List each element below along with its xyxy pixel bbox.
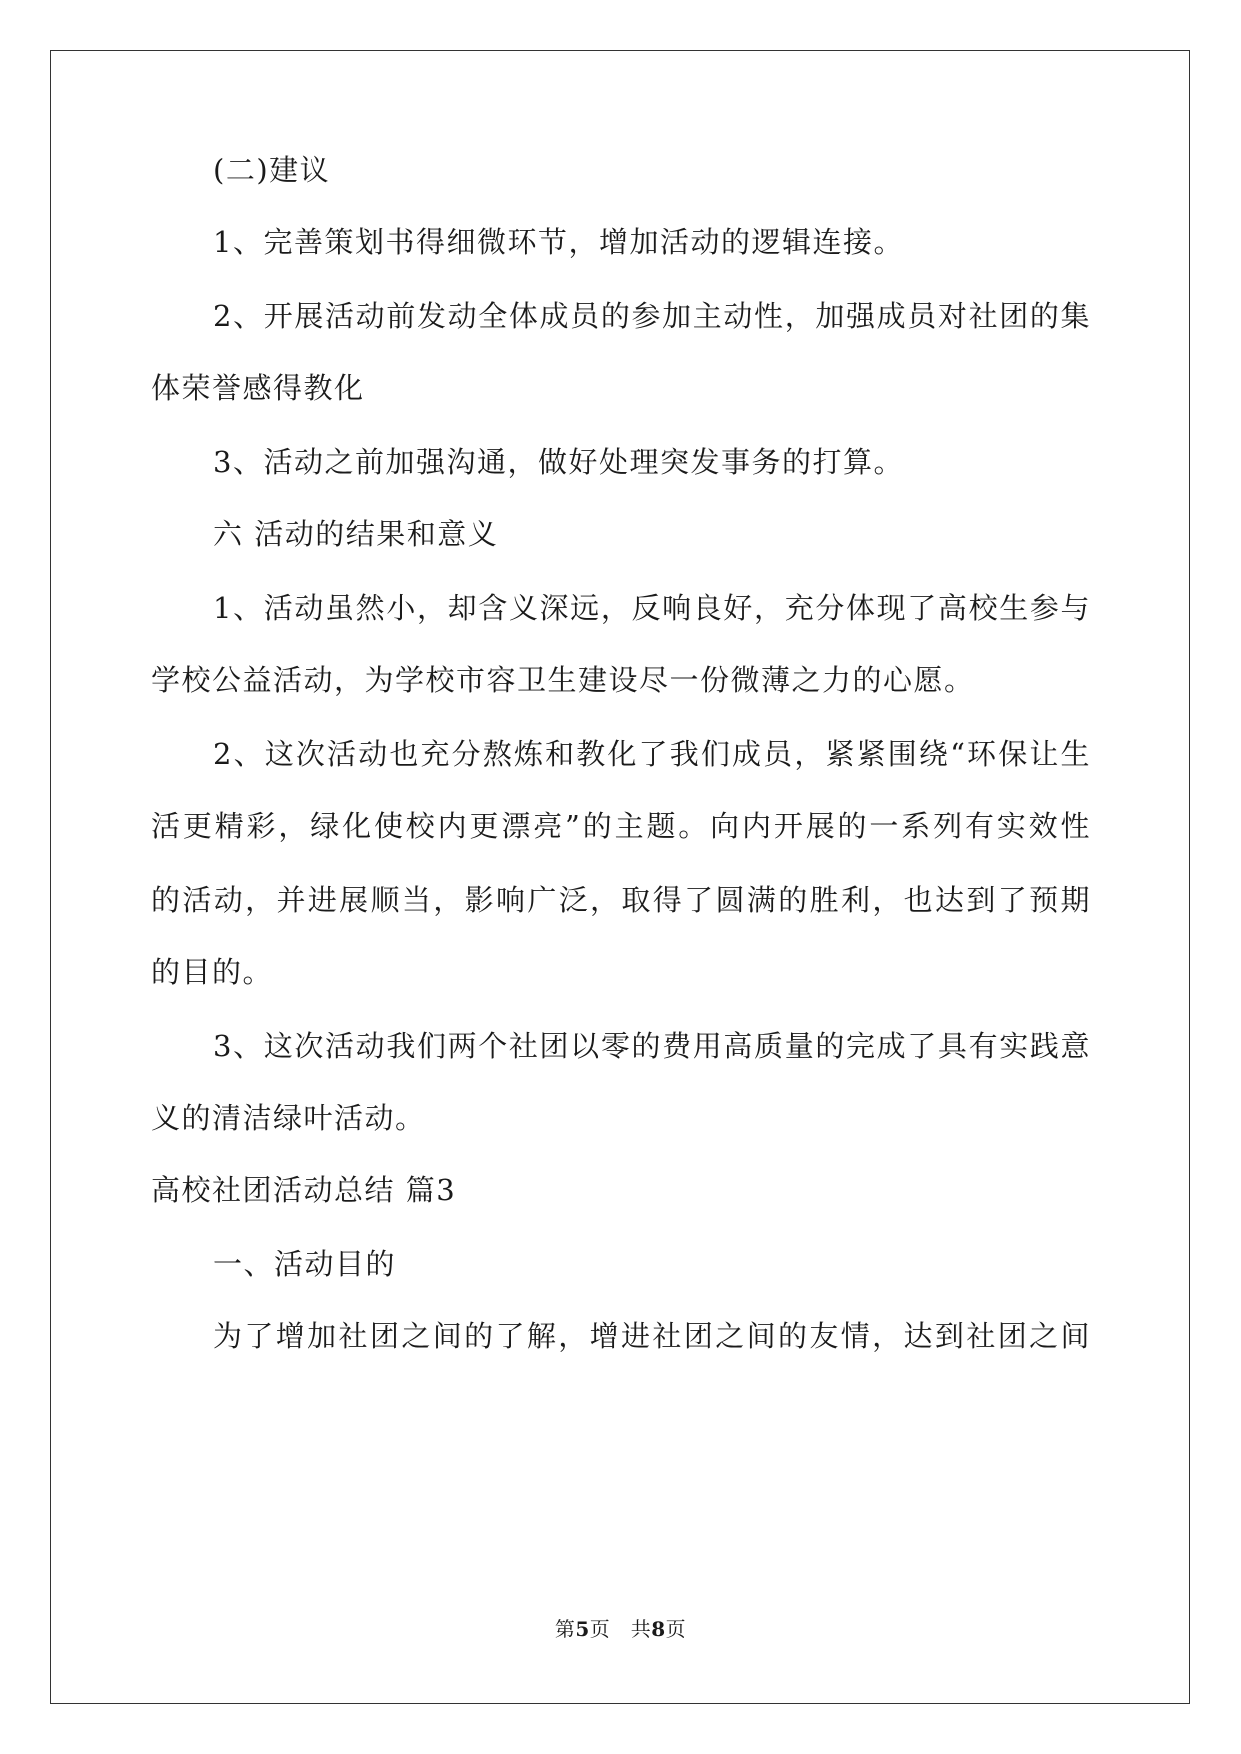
- total-pages-number: 8: [651, 1617, 666, 1641]
- text-line: 1、活动虽然小，却含义深远，反响良好，充分体现了高校生参与: [213, 591, 1091, 625]
- footer-suffix: 页: [665, 1617, 687, 1641]
- section-heading: 一、活动目的: [213, 1247, 397, 1281]
- footer-prefix: 第: [554, 1617, 576, 1641]
- text-line: 1、完善策划书得细微环节，增加活动的逻辑连接。: [213, 225, 904, 259]
- text-line: 为了增加社团之间的了解，增进社团之间的友情，达到社团之间: [213, 1319, 1091, 1353]
- text-line: 3、活动之前加强沟通，做好处理突发事务的打算。: [213, 445, 904, 479]
- section-heading: 六 活动的结果和意义: [213, 517, 499, 551]
- text-line: 学校公益活动，为学校市容卫生建设尽一份微薄之力的心愿。: [151, 663, 975, 697]
- text-line: 的活动，并进展顺当，影响广泛，取得了圆满的胜利，也达到了预期: [151, 883, 1091, 917]
- footer-middle: 页 共: [589, 1617, 652, 1641]
- article-heading: 高校社团活动总结 篇3: [151, 1173, 457, 1207]
- text-line: 2、这次活动也充分熬炼和教化了我们成员，紧紧围绕“环保让生: [213, 737, 1091, 771]
- current-page-number: 5: [575, 1617, 590, 1641]
- text-line: 3、这次活动我们两个社团以零的费用高质量的完成了具有实践意: [213, 1029, 1091, 1063]
- text-line: 的目的。: [151, 955, 274, 989]
- text-line: 活更精彩，绿化使校内更漂亮”的主题。向内开展的一系列有实效性: [151, 809, 1091, 843]
- text-line: (二)建议: [213, 153, 331, 187]
- text-line: 体荣誉感得教化: [151, 371, 365, 405]
- page-footer: [0, 1616, 1241, 1642]
- text-line: 2、开展活动前发动全体成员的参加主动性，加强成员对社团的集: [213, 299, 1091, 333]
- text-line: 义的清洁绿叶活动。: [151, 1101, 426, 1135]
